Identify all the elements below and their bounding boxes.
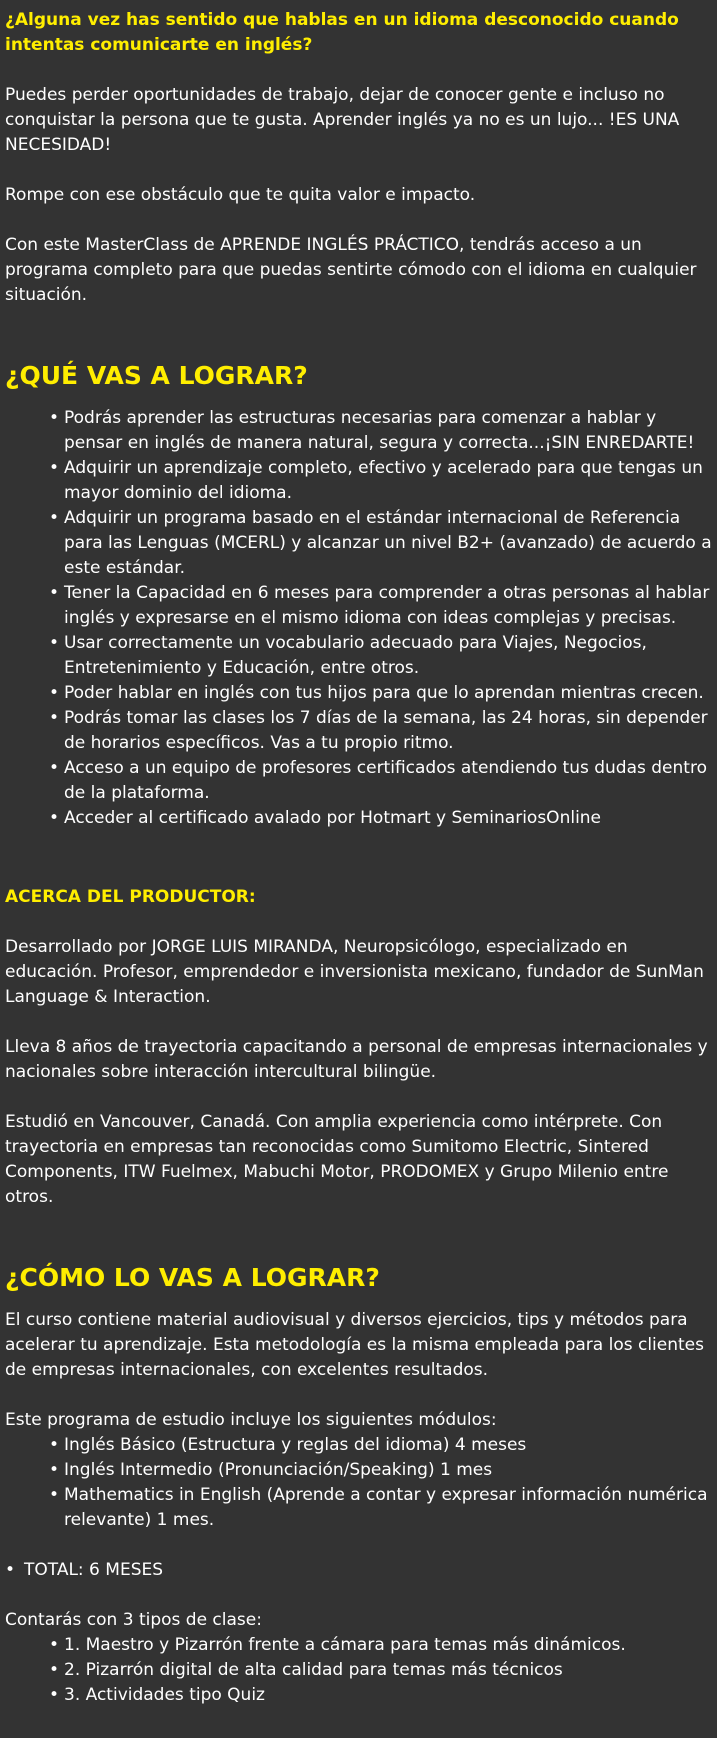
modules-list (5, 1433, 712, 1533)
goals-heading: ¿QUÉ VAS A LOGRAR? (5, 361, 308, 390)
list-item: • 1. Maestro y Pizarrón frente a cámara para temas más dinámicos. (49, 1633, 712, 1658)
list-item: • Usar correctamente un vocabulario adecuado para Viajes, Negocios, Entretenimiento y Educación, entre otros. (49, 631, 712, 681)
producer-heading: ACERCA DEL PRODUCTOR: (5, 887, 256, 907)
producer-paragraph-3: Estudió en Vancouver, Canadá. Con amplia experiencia como intérprete. Con trayectoria en empresas tan reconocidas como Sumitomo Electric, Sintered Components, ITW Fuelmex, Mabuchi Motor, PRODOMEX y Grupo Milenio entre otros. (5, 1112, 669, 1207)
intro-question: ¿Alguna vez has sentido que hablas en un idioma desconocido cuando intentas comunicarte en inglés? (5, 10, 679, 55)
list-item: • Adquirir un programa basado en el estándar internacional de Referencia para las Lenguas (MCERL) y alcanzar un nivel B2+ (avanzado) de acuerdo a este estándar. (49, 506, 712, 581)
list-item: • 3. Actividades tipo Quiz (49, 1683, 712, 1708)
producer-paragraph-2: Lleva 8 años de trayectoria capacitando a personal de empresas internacionales y nacionales sobre interacción intercultural bilingüe. (5, 1037, 708, 1082)
producer-paragraph-1: Desarrollado por JORGE LUIS MIRANDA, Neuropsicólogo, especializado en educación. Profesor, emprendedor e inversionista mexicano, fundador de SunMan Language & Interaction. (5, 937, 704, 1007)
modules-intro: Este programa de estudio incluye los siguientes módulos: (5, 1410, 497, 1430)
list-item: • Acceso a un equipo de profesores certificados atendiendo tus dudas dentro de la plataforma. (49, 756, 712, 806)
intro-paragraph-1: Puedes perder oportunidades de trabajo, dejar de conocer gente e incluso no conquistar la persona que te gusta. Aprender inglés ya no es un lujo... !ES UNA NECESIDAD! (5, 85, 680, 155)
intro-paragraph-2: Rompe con ese obstáculo que te quita valor e impacto. (5, 185, 476, 205)
classes-intro: Contarás con 3 tipos de clase: (5, 1610, 262, 1630)
list-item: • Adquirir un aprendizaje completo, efectivo y acelerado para que tengas un mayor dominio del idioma. (49, 456, 712, 506)
how-paragraph: El curso contiene material audiovisual y diversos ejercicios, tips y métodos para acelerar tu aprendizaje. Esta metodología es la misma empleada para los clientes de empresas internacionales, con excelentes resultados. (5, 1310, 704, 1380)
goals-list (5, 406, 712, 831)
how-heading: ¿CÓMO LO VAS A LOGRAR? (5, 1263, 380, 1292)
list-item: • Acceder al certificado avalado por Hotmart y SeminariosOnline (49, 806, 712, 831)
list-item: • Poder hablar en inglés con tus hijos para que lo aprendan mientras crecen. (49, 681, 712, 706)
list-item: • Inglés Intermedio (Pronunciación/Speaking) 1 mes (49, 1458, 712, 1483)
list-item: • Podrás aprender las estructuras necesarias para comenzar a hablar y pensar en inglés de manera natural, segura y correcta...¡SIN ENREDARTE! (49, 406, 712, 456)
list-item: • 2. Pizarrón digital de alta calidad para temas más técnicos (49, 1658, 712, 1683)
list-item: • Inglés Básico (Estructura y reglas del idioma) 4 meses (49, 1433, 712, 1458)
classes-list (5, 1633, 712, 1708)
intro-paragraph-3: Con este MasterClass de APRENDE INGLÉS PRÁCTICO, tendrás acceso a un programa completo para que puedas sentirte cómodo con el idioma en cualquier situación. (5, 235, 697, 305)
total-duration: • TOTAL: 6 MESES (5, 1558, 712, 1583)
list-item: • Mathematics in English (Aprende a contar y expresar información numérica relevante) 1 mes. (49, 1483, 712, 1533)
list-item: • Podrás tomar las clases los 7 días de la semana, las 24 horas, sin depender de horarios específicos. Vas a tu propio ritmo. (49, 706, 712, 756)
list-item: • Tener la Capacidad en 6 meses para comprender a otras personas al hablar inglés y expresarse en el mismo idioma con ideas complejas y precisas. (49, 581, 712, 631)
